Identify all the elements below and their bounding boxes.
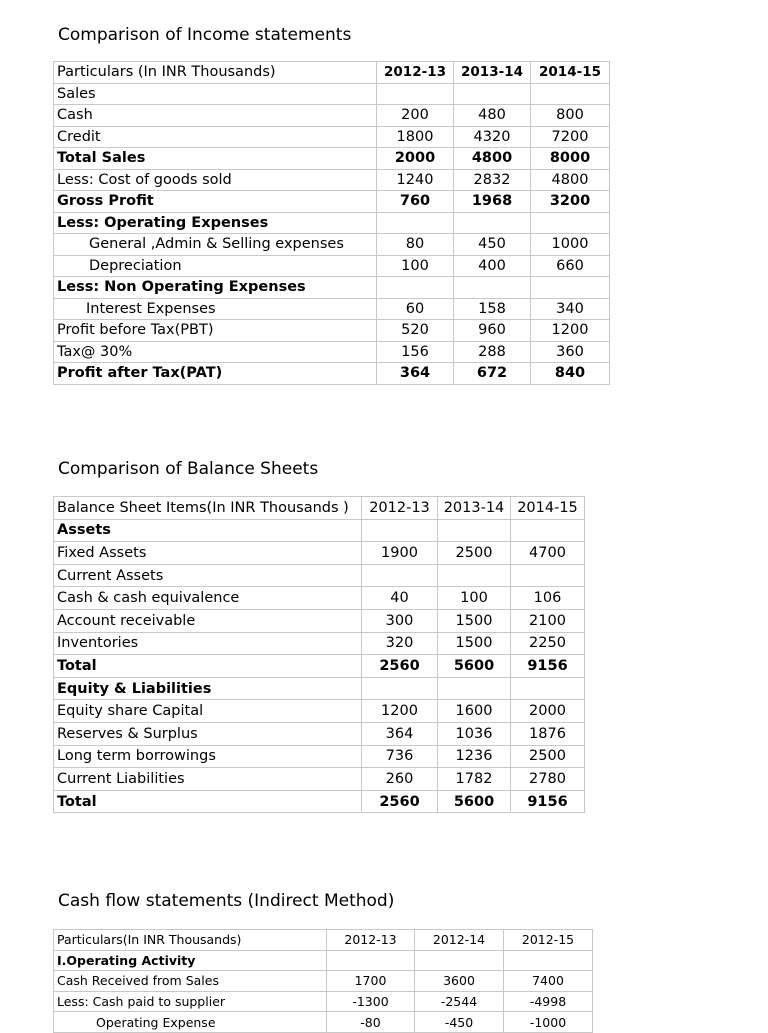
- row-label: Operating Expense: [54, 1012, 327, 1033]
- row-value: [531, 83, 610, 105]
- table-header-row: [54, 497, 585, 520]
- cashflow-statement-table: [53, 929, 593, 1033]
- table-row: [54, 212, 610, 234]
- table-row: [54, 83, 610, 105]
- column-header-year: 2012-14: [415, 930, 504, 951]
- column-header-particulars: Balance Sheet Items(In INR Thousands ): [54, 497, 362, 520]
- row-label: Total: [54, 655, 362, 678]
- row-value: 288: [454, 341, 531, 363]
- row-value: 2000: [511, 700, 585, 723]
- row-label: Depreciation: [54, 255, 377, 277]
- row-value: 4320: [454, 126, 531, 148]
- row-value: [454, 212, 531, 234]
- row-value: 40: [362, 587, 438, 610]
- table-row: [54, 564, 585, 587]
- row-value: [377, 83, 454, 105]
- row-value: 4800: [531, 169, 610, 191]
- row-value: 4800: [454, 148, 531, 170]
- row-value: 9156: [511, 790, 585, 813]
- column-header-year: 2012-13: [327, 930, 415, 951]
- row-label: Less: Operating Expenses: [54, 212, 377, 234]
- column-header-particulars: Particulars (In INR Thousands): [54, 62, 377, 84]
- row-label: Cash: [54, 105, 377, 127]
- row-value: 1876: [511, 722, 585, 745]
- row-label: Profit before Tax(PBT): [54, 320, 377, 342]
- table-row: [54, 609, 585, 632]
- row-value: 660: [531, 255, 610, 277]
- row-value: 260: [362, 768, 438, 791]
- table-row: [54, 169, 610, 191]
- row-label: Interest Expenses: [54, 298, 377, 320]
- table-row: [54, 255, 610, 277]
- row-value: 2500: [438, 542, 511, 565]
- table-row: [54, 542, 585, 565]
- table-row: [54, 745, 585, 768]
- table-row: [54, 991, 593, 1012]
- row-value: 364: [362, 722, 438, 745]
- row-value: 3200: [531, 191, 610, 213]
- table-row: [54, 277, 610, 299]
- row-value: 80: [377, 234, 454, 256]
- row-label: Equity share Capital: [54, 700, 362, 723]
- row-label: Reserves & Surplus: [54, 722, 362, 745]
- table-row: [54, 971, 593, 992]
- row-value: 1500: [438, 632, 511, 655]
- row-value: 1200: [531, 320, 610, 342]
- row-value: 800: [531, 105, 610, 127]
- row-value: 360: [531, 341, 610, 363]
- balance-sheet-table: [53, 496, 585, 813]
- row-value: 5600: [438, 655, 511, 678]
- row-value: 2560: [362, 790, 438, 813]
- row-value: 480: [454, 105, 531, 127]
- row-value: 520: [377, 320, 454, 342]
- row-label: I.Operating Activity: [54, 950, 327, 971]
- row-value: [531, 212, 610, 234]
- row-label: Less: Non Operating Expenses: [54, 277, 377, 299]
- row-value: [377, 277, 454, 299]
- row-value: 60: [377, 298, 454, 320]
- row-value: 1700: [327, 971, 415, 992]
- table-row: [54, 363, 610, 385]
- row-label: Less: Cash paid to supplier: [54, 991, 327, 1012]
- row-value: 1968: [454, 191, 531, 213]
- row-value: 300: [362, 609, 438, 632]
- row-value: 7400: [504, 971, 593, 992]
- row-value: 1782: [438, 768, 511, 791]
- row-label: Fixed Assets: [54, 542, 362, 565]
- row-label: Cash & cash equivalence: [54, 587, 362, 610]
- table-row: [54, 632, 585, 655]
- row-value: [454, 83, 531, 105]
- row-value: 200: [377, 105, 454, 127]
- table-row: [54, 700, 585, 723]
- row-label: Current Liabilities: [54, 768, 362, 791]
- row-value: 2780: [511, 768, 585, 791]
- income-statement-table: [53, 61, 610, 385]
- row-label: Assets: [54, 519, 362, 542]
- row-value: [511, 564, 585, 587]
- row-value: 1600: [438, 700, 511, 723]
- table-row: [54, 790, 585, 813]
- row-value: [511, 677, 585, 700]
- row-value: 760: [377, 191, 454, 213]
- table-row: [54, 519, 585, 542]
- row-value: [438, 519, 511, 542]
- row-value: [415, 950, 504, 971]
- row-value: 158: [454, 298, 531, 320]
- cashflow-section-title: Cash flow statements (Indirect Method): [58, 891, 395, 911]
- table-row: [54, 341, 610, 363]
- table-row: [54, 320, 610, 342]
- row-value: -1300: [327, 991, 415, 1012]
- row-value: [438, 564, 511, 587]
- row-label: Sales: [54, 83, 377, 105]
- row-value: 960: [454, 320, 531, 342]
- table-row: [54, 191, 610, 213]
- column-header-year: 2012-15: [504, 930, 593, 951]
- row-value: -2544: [415, 991, 504, 1012]
- row-value: [377, 212, 454, 234]
- row-value: 2560: [362, 655, 438, 678]
- row-value: [438, 677, 511, 700]
- row-label: Credit: [54, 126, 377, 148]
- table-header-row: [54, 62, 610, 84]
- row-label: Tax@ 30%: [54, 341, 377, 363]
- row-label: Long term borrowings: [54, 745, 362, 768]
- row-value: 9156: [511, 655, 585, 678]
- row-value: 1200: [362, 700, 438, 723]
- row-label: Gross Profit: [54, 191, 377, 213]
- row-value: 7200: [531, 126, 610, 148]
- row-value: [504, 950, 593, 971]
- column-header-year: 2013-14: [454, 62, 531, 84]
- row-value: 2500: [511, 745, 585, 768]
- row-value: 2100: [511, 609, 585, 632]
- row-label: General ,Admin & Selling expenses: [54, 234, 377, 256]
- row-value: 1900: [362, 542, 438, 565]
- row-label: Inventories: [54, 632, 362, 655]
- row-value: 2250: [511, 632, 585, 655]
- row-label: Cash Received from Sales: [54, 971, 327, 992]
- row-value: 100: [438, 587, 511, 610]
- row-value: 840: [531, 363, 610, 385]
- table-row: [54, 234, 610, 256]
- row-label: Account receivable: [54, 609, 362, 632]
- column-header-year: 2014-15: [531, 62, 610, 84]
- table-row: [54, 677, 585, 700]
- table-header-row: [54, 930, 593, 951]
- row-value: 1000: [531, 234, 610, 256]
- row-value: [511, 519, 585, 542]
- row-label: Profit after Tax(PAT): [54, 363, 377, 385]
- row-value: 1036: [438, 722, 511, 745]
- row-label: Current Assets: [54, 564, 362, 587]
- row-value: 672: [454, 363, 531, 385]
- row-value: [454, 277, 531, 299]
- row-value: 340: [531, 298, 610, 320]
- row-value: 106: [511, 587, 585, 610]
- row-value: 1240: [377, 169, 454, 191]
- balance-section-title: Comparison of Balance Sheets: [58, 459, 319, 479]
- table-row: [54, 126, 610, 148]
- row-value: 2832: [454, 169, 531, 191]
- row-label: Equity & Liabilities: [54, 677, 362, 700]
- row-value: 100: [377, 255, 454, 277]
- table-row: [54, 722, 585, 745]
- row-value: 400: [454, 255, 531, 277]
- row-value: 5600: [438, 790, 511, 813]
- column-header-year: 2012-13: [377, 62, 454, 84]
- row-value: 156: [377, 341, 454, 363]
- row-value: -1000: [504, 1012, 593, 1033]
- row-value: 4700: [511, 542, 585, 565]
- table-row: [54, 1012, 593, 1033]
- table-row: [54, 655, 585, 678]
- row-value: -450: [415, 1012, 504, 1033]
- row-value: [362, 564, 438, 587]
- row-value: 1500: [438, 609, 511, 632]
- row-value: 450: [454, 234, 531, 256]
- row-value: 3600: [415, 971, 504, 992]
- row-label: Total: [54, 790, 362, 813]
- column-header-particulars: Particulars(In INR Thousands): [54, 930, 327, 951]
- table-row: [54, 298, 610, 320]
- table-row: [54, 148, 610, 170]
- row-value: [327, 950, 415, 971]
- table-row: [54, 768, 585, 791]
- table-row: [54, 105, 610, 127]
- row-value: 2000: [377, 148, 454, 170]
- table-row: [54, 950, 593, 971]
- row-value: 1236: [438, 745, 511, 768]
- row-value: [362, 519, 438, 542]
- row-value: -80: [327, 1012, 415, 1033]
- row-value: [531, 277, 610, 299]
- column-header-year: 2012-13: [362, 497, 438, 520]
- column-header-year: 2014-15: [511, 497, 585, 520]
- row-value: 364: [377, 363, 454, 385]
- row-label: Less: Cost of goods sold: [54, 169, 377, 191]
- row-value: 320: [362, 632, 438, 655]
- income-section-title: Comparison of Income statements: [58, 25, 352, 45]
- row-value: -4998: [504, 991, 593, 1012]
- table-row: [54, 587, 585, 610]
- row-value: 1800: [377, 126, 454, 148]
- row-value: 8000: [531, 148, 610, 170]
- row-value: [362, 677, 438, 700]
- row-label: Total Sales: [54, 148, 377, 170]
- row-value: 736: [362, 745, 438, 768]
- column-header-year: 2013-14: [438, 497, 511, 520]
